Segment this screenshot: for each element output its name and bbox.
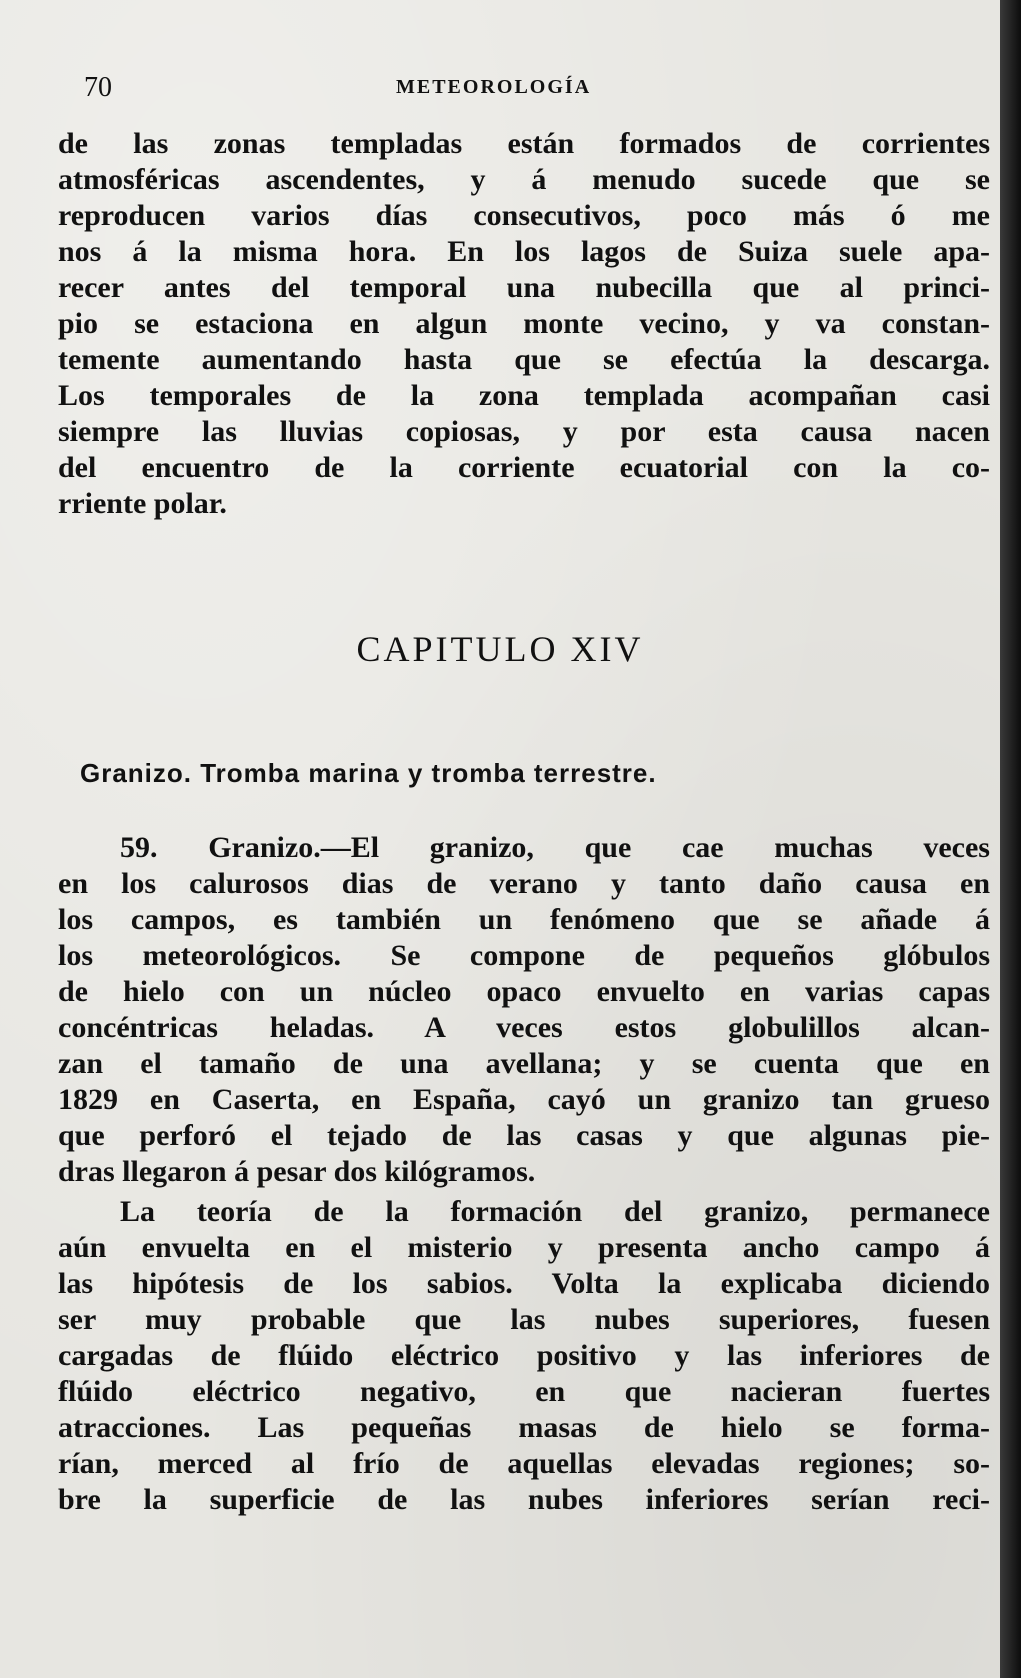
text-line: Los temporales de la zona templada acompañan casi [58,379,990,412]
text-line: de las zonas templadas están formados de corrientes [58,127,990,160]
running-title: METEOROLOGÍA [396,76,592,98]
text-line: zan el tamaño de una avellana; y se cuenta que en [58,1047,990,1080]
text-line: las hipótesis de los sabios. Volta la explicaba diciendo [58,1267,990,1300]
text-line: rriente polar. [58,487,227,520]
text-line: bre la superficie de las nubes inferiores serían reci- [58,1483,990,1516]
page-number: 70 [84,72,112,103]
text-line: aún envuelta en el misterio y presenta ancho campo á [58,1231,990,1264]
text-line: ser muy probable que las nubes superiores, fuesen [58,1303,990,1336]
text-line: pio se estaciona en algun monte vecino, y va constan- [58,307,990,340]
text-line: cargadas de flúido eléctrico positivo y las inferiores de [58,1339,990,1372]
text-line: flúido eléctrico negativo, en que nacieran fuertes [58,1375,990,1408]
page-edge [1000,0,1021,1678]
text-line: los campos, es también un fenómeno que se añade á [58,903,990,936]
text-line: concéntricas heladas. A veces estos globulillos alcan- [58,1011,990,1044]
text-line: reproducen varios días consecutivos, poco más ó me [58,199,990,232]
text-line: dras llegaron á pesar dos kilógramos. [58,1155,536,1188]
text-line: rían, merced al frío de aquellas elevadas regiones; so- [58,1447,990,1480]
text-line: siempre las lluvias copiosas, y por esta causa nacen [58,415,990,448]
text-line: atmosféricas ascendentes, y á menudo sucede que se [58,163,990,196]
text-line: 1829 en Caserta, en España, cayó un granizo tan grueso [58,1083,990,1116]
text-line: del encuentro de la corriente ecuatorial con la co- [58,451,990,484]
text-line: temente aumentando hasta que se efectúa la descarga. [58,343,990,376]
text-line: nos á la misma hora. En los lagos de Suiza suele apa- [58,235,990,268]
chapter-subtitle: Granizo. Tromba marina y tromba terrestre. [80,758,657,788]
text-line: 59. Granizo.—El granizo, que cae muchas veces [120,831,990,864]
text-line: recer antes del temporal una nubecilla que al princi- [58,271,990,304]
text-line: atracciones. Las pequeñas masas de hielo se forma- [58,1411,990,1444]
chapter-heading: CAPITULO XIV [356,629,644,669]
running-head [84,72,954,102]
text-line: La teoría de la formación del granizo, permanece [120,1195,990,1228]
text-line: de hielo con un núcleo opaco envuelto en varias capas [58,975,990,1008]
text-line: que perforó el tejado de las casas y que algunas pie- [58,1119,990,1152]
text-line: en los calurosos dias de verano y tanto daño causa en [58,867,990,900]
text-line: los meteorológicos. Se compone de pequeños glóbulos [58,939,990,972]
